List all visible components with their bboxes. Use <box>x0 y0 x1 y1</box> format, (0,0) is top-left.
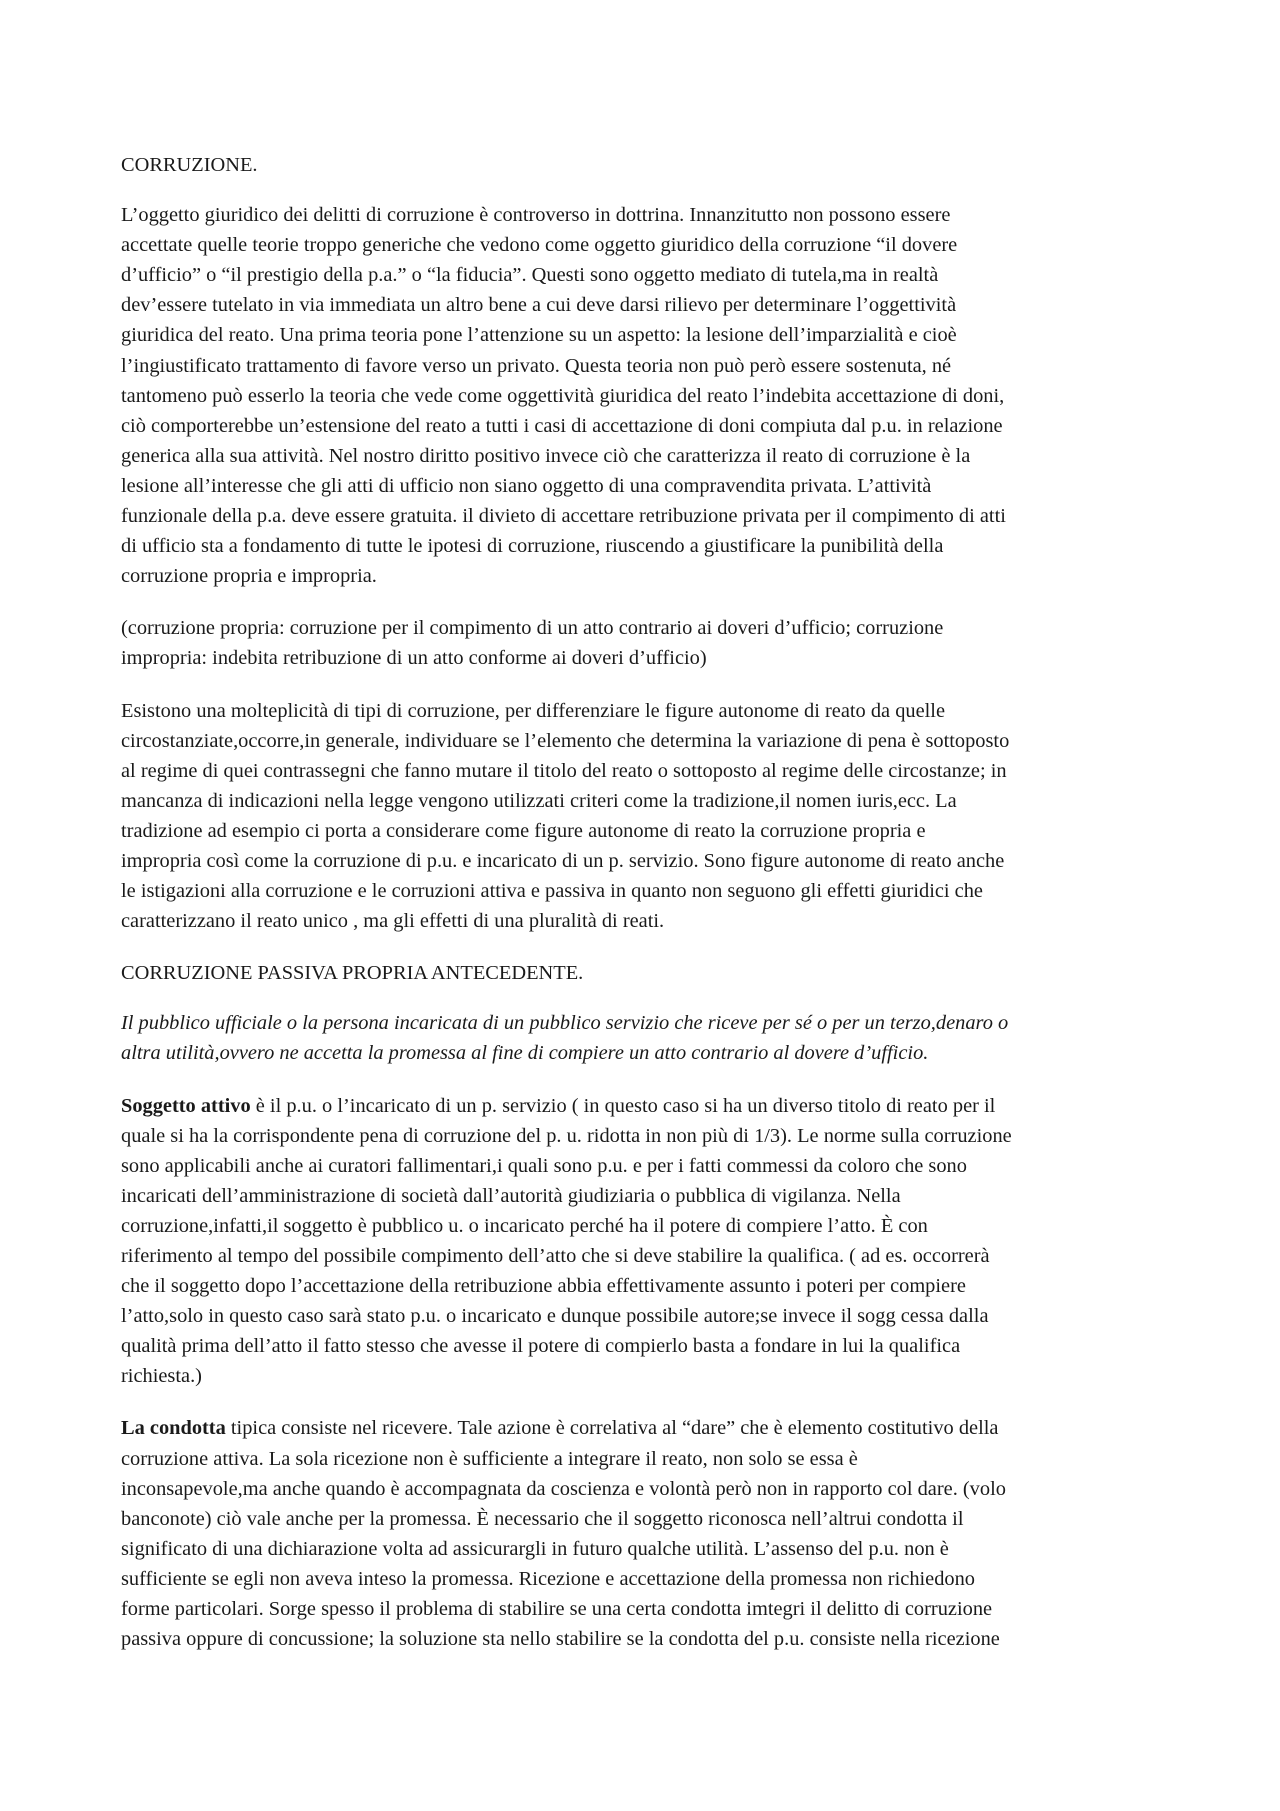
text-line: L’oggetto giuridico dei delitti di corruzione è controverso in dottrina. Innanzitutto non possono essere <box>121 204 951 227</box>
text-line: generica alla sua attività. Nel nostro diritto positivo invece ciò che caratterizza il reato di corruzione è la <box>121 444 971 467</box>
text-line: al regime di quei contrassegni che fanno mutare il titolo del reato o sottoposto al regime delle circostanze; in <box>121 759 1007 782</box>
text-line: quale si ha la corrispondente pena di corruzione del p. u. ridotta in non più di 1/3). Le norme sulla corruzione <box>121 1124 1012 1147</box>
text-line: tradizione ad esempio ci porta a considerare come figure autonome di reato la corruzione propria e <box>121 819 926 842</box>
bold-term: Soggetto attivo <box>121 1094 251 1117</box>
text-line: inconsapevole,ma anche quando è accompagnata da coscienza e volontà però non in rapporto col dare. (volo <box>121 1477 1006 1500</box>
text-line: banconote) ciò vale anche per la promessa. È necessario che il soggetto riconosca nell’altrui condotta il <box>121 1507 964 1530</box>
text-line: circostanziate,occorre,in generale, individuare se l’elemento che determina la variazione di pena è sottoposto <box>121 729 1010 752</box>
text-line: lesione all’interesse che gli atti di ufficio non siano oggetto di una compravendita privata. L’attività <box>121 474 932 497</box>
text-line: tantomeno può esserlo la teoria che vede come oggettività giuridica del reato l’indebita accettazione di doni, <box>121 384 1005 407</box>
text-line: forme particolari. Sorge spesso il problema di stabilire se una certa condotta imtegri il delitto di corruzione <box>121 1598 993 1621</box>
text-line: (corruzione propria: corruzione per il compimento di un atto contrario ai doveri d’ufficio; corruzione <box>121 617 944 640</box>
text-line: Il pubblico ufficiale o la persona incaricata di un pubblico servizio che riceve per sé o per un terzo,denaro o <box>121 1012 1009 1035</box>
text-line: significato di una dichiarazione volta ad assicurargli in futuro qualche utilità. L’assenso del p.u. non è <box>121 1537 949 1560</box>
text-line: corruzione attiva. La sola ricezione non è sufficiente a integrare il reato, non solo se essa è <box>121 1447 858 1470</box>
text-run: è il p.u. o l’incaricato di un p. servizio ( in questo caso si ha un diverso titolo di reato per il <box>250 1094 996 1117</box>
paragraph-soggetto-attivo <box>121 1091 1163 1392</box>
text-line: sono applicabili anche ai curatori fallimentari,i quali sono p.u. e per i fatti commessi da coloro che sono <box>121 1154 967 1177</box>
article-text <box>121 1008 1163 1068</box>
text-line: passiva oppure di concussione; la soluzione sta nello stabilire se la condotta del p.u. consiste nella ricezione <box>121 1628 1000 1651</box>
text-line: caratterizzano il reato unico , ma gli effetti di una pluralità di reati. <box>121 910 665 933</box>
text-line: Esistono una molteplicità di tipi di corruzione, per differenziare le figure autonome di reato da quelle <box>121 699 946 722</box>
text-run: tipica consiste nel ricevere. Tale azione è correlativa al “dare” che è elemento costitutivo della <box>225 1417 999 1440</box>
document-title: CORRUZIONE. <box>121 154 258 176</box>
paragraph-condotta <box>121 1413 1163 1654</box>
section-heading: CORRUZIONE PASSIVA PROPRIA ANTECEDENTE. <box>121 962 584 985</box>
paragraph-definizioni <box>121 613 1163 673</box>
text-line: l’atto,solo in questo caso sarà stato p.u. o incaricato e dunque possibile autore;se invece il sogg cessa dalla <box>121 1305 989 1328</box>
text-line: altra utilità,ovvero ne accetta la promessa al fine di compiere un atto contrario al dovere d’ufficio. <box>121 1042 929 1065</box>
text-line <box>121 1413 1163 1443</box>
text-line: le istigazioni alla corruzione e le corruzioni attiva e passiva in quanto non seguono gli effetti giuridici che <box>121 880 983 903</box>
text-line: di ufficio sta a fondamento di tutte le ipotesi di corruzione, riuscendo a giustificare la punibilità della <box>121 535 944 558</box>
text-line: riferimento al tempo del possibile compimento dell’atto che si deve stabilire la qualifica. ( ad es. occorrerà <box>121 1245 990 1267</box>
text-line: che il soggetto dopo l’accettazione della retribuzione abbia effettivamente assunto i poteri per compiere <box>121 1275 966 1298</box>
text-line: corruzione propria e impropria. <box>121 565 377 588</box>
text-line: ciò comporterebbe un’estensione del reato a tutti i casi di accettazione di doni compiuta dal p.u. in relazione <box>121 414 1003 437</box>
text-line: d’ufficio” o “il prestigio della p.a.” o “la fiducia”. Questi sono oggetto mediato di tutela,ma in realtà <box>121 264 939 287</box>
text-line: sufficiente se egli non aveva inteso la promessa. Ricezione e accettazione della promessa non richiedono <box>121 1567 976 1590</box>
paragraph-oggetto-giuridico <box>121 200 1163 591</box>
text-line: incaricati dell’amministrazione di società dall’autorità giudiziaria o pubblica di vigilanza. Nella <box>121 1184 901 1207</box>
paragraph-tipi-corruzione <box>121 696 1163 937</box>
text-line: mancanza di indicazioni nella legge vengono utilizzati criteri come la tradizione,il nomen iuris,ecc. La <box>121 789 957 812</box>
text-line: accettate quelle teorie troppo generiche che vedono come oggetto giuridico della corruzione “il dovere <box>121 234 958 257</box>
text-line: impropria: indebita retribuzione di un atto conforme ai doveri d’ufficio) <box>121 647 707 670</box>
text-line: l’ingiustificato trattamento di favore verso un privato. Questa teoria non può però essere sostenuta, né <box>121 354 952 377</box>
text-line: corruzione,infatti,il soggetto è pubblico u. o incaricato perché ha il potere di compiere l’atto. È con <box>121 1214 928 1237</box>
text-line: dev’essere tutelato in via immediata un altro bene a cui deve darsi rilievo per determinare l’oggettività <box>121 294 957 317</box>
text-line: giuridica del reato. Una prima teoria pone l’attenzione su un aspetto: la lesione dell’imparzialità e cioè <box>121 324 957 347</box>
text-line: richiesta.) <box>121 1365 202 1388</box>
bold-term: La condotta <box>121 1417 226 1440</box>
text-line: impropria così come la corruzione di p.u. e incaricato di un p. servizio. Sono figure autonome di reato anche <box>121 849 1005 872</box>
text-line: funzionale della p.a. deve essere gratuita. il divieto di accettare retribuzione privata per il compimento di atti <box>121 505 1006 528</box>
text-line: qualità prima dell’atto il fatto stesso che avesse il potere di compierlo basta a fondare in lui la qualifica <box>121 1335 961 1358</box>
text-line <box>121 1091 1163 1121</box>
document-page <box>121 150 1163 1676</box>
